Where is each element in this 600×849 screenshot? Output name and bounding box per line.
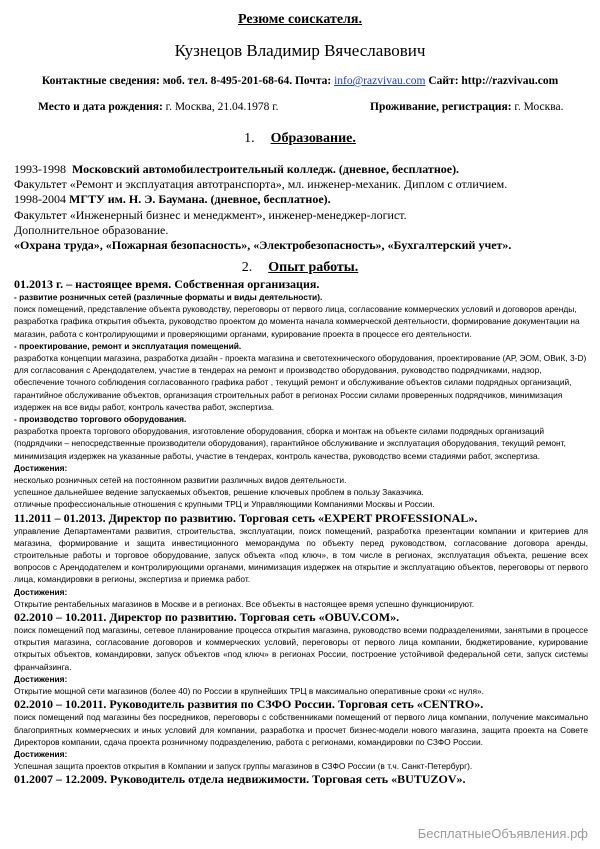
education-block <box>14 162 594 253</box>
job-1-sub-2: - проектирование, ремонт и эксплуатация помещений. <box>14 340 242 351</box>
education-number: 1. <box>244 131 255 146</box>
edu-place-2: МГТУ им. Н. Э. Баумана. (дневное, бесплатное). <box>69 192 331 207</box>
edu-line-5: Дополнительное образование. <box>14 222 169 237</box>
job-2-ach-label: Достижения: <box>14 586 68 597</box>
experience-heading <box>0 260 600 276</box>
job-1-text-1: поиск помещений, представление объекта руководству, переговоры от первого лица, согласование коммерческих условий и договоров аренды, разработка графика открытия объекта, руководство проектом до момента начала коммерческой деятельности, формирование документации на магазин, работа с контролирующими и проверяющими органами, курирование проекта в процессе его деятельности. <box>14 304 580 339</box>
job-3-ach-label: Достижения: <box>14 673 68 684</box>
job-4-ach-label: Достижения: <box>14 748 68 759</box>
birth-label: Место и дата рождения: <box>38 101 163 113</box>
job-2-text: управление Департаментами развития, строительства, эксплуатации, поиск помещений, разработка презентации компании и критериев для магазина, формирование и защита инвестиционного меморандума по объекту перед руководством, согласование договора аренды, строительные работы и торговое оборудование, запуск объекта «под ключ», в том числе в регионах, эксплуатация объекта, решение всех вопросов с Арендодателем и контролирующими органами, минимизация издержек на открытие и эксплуатацию объектов, переговоры от первого лица, командировки в регионы, экспертиза и приемка работ. <box>14 525 588 585</box>
resume-title: Резюме соискателя. <box>238 12 362 27</box>
experience-title: Опыт работы. <box>268 260 359 275</box>
job-1-text-3: разработка проекта торгового оборудования, изготовление оборудования, сборка и монтаж на объекте силами подрядных организаций (подрядчики – непосредственные производители оборудования), гарантийное обслуживание и эксплуатация оборудования, текущий ремонт, минимизация издержек на указанные работы, участие в тендерах, контроль качества, руководство всеми стадиями работ, экспертиза. <box>14 426 566 461</box>
edu-years-2: 1998-2004 <box>14 192 66 207</box>
mail-label: Почта: <box>294 75 332 87</box>
edu-courses: «Охрана труда», «Пожарная безопасность», «Электробезопасность», «Бухгалтерский учет». <box>14 238 512 253</box>
job-title-3: 02.2010 – 10.2011. Директор по развитию. Торговая сеть «OBUV.COM». <box>14 610 400 625</box>
edu-line-2: Факультет «Ремонт и эксплуатация автотранспорта», мл. инженер-механик. Диплом с отличием. <box>14 177 508 192</box>
edu-line-4: Факультет «Инженерный бизнес и менеджмент», инженер-менеджер-логист. <box>14 207 407 222</box>
job-4-ach: Успешная защита проектов открытия в Компании и запуск группы магазинов в СЗФО России (в т.ч. Санкт-Петербург). <box>14 761 473 772</box>
site-url: http://razvivau.com <box>461 75 559 87</box>
edu-line-6 <box>14 238 594 253</box>
site-label: Сайт: <box>428 75 459 87</box>
contacts-label: Контактные сведения: <box>41 75 160 87</box>
contacts-line <box>0 75 600 87</box>
job-1-ach-3: отличные профессиональные отношения с крупными ТРЦ и Управляющими Компаниями Москвы и России. <box>14 499 435 510</box>
job-title-2: 11.2011 – 01.2013. Директор по развитию. Торговая сеть «EXPERT PROFESSIONAL». <box>14 510 478 525</box>
edu-line-3 <box>14 192 594 207</box>
job-1-sub-1: - развитие розничных сетей (различные форматы и виды деятельности). <box>14 292 323 302</box>
job-1-text-2: разработка концепции магазина, разработка дизайн - проекта магазина и светотехнического оборудования, проектирование (АР, ЭОМ, ОВиК, 3-D) для согласования с Арендодателем, участие в тендерах на ремонт и производство оборудования, руководство подрядчиками, надзор, обеспечение точного соблюдения согласованного графика работ , текущий ремонт и обслуживание объектов силами подрядных организаций, гарантийное обслуживание объектов, организация строительных работ в регионах России силами проверенных подрядчиков, минимизация издержек на все виды работ, контроль качества работ, экспертиза. <box>14 353 587 412</box>
watermark: БесплатныеОбъявления.рф <box>417 826 588 841</box>
job-3-ach: Открытие мощной сети магазинов (более 40) по России в крупнейших ТРЦ в максимально оперативные сроки «с нуля». <box>14 686 484 697</box>
job-title-1: 01.2013 г. – настоящее время. Собственная организация. <box>14 277 320 291</box>
residence-label: Проживание, регистрация: <box>370 101 512 113</box>
job-title-5: 01.2007 – 12.2009. Руководитель отдела недвижимости. Торговая сеть «BUTUZOV». <box>14 772 466 787</box>
job-3-text: поиск помещений под магазины, сетевое планирование процесса открытия магазина, руководство всеми подразделениями, занятыми в процессе открытия магазина, согласование договоров и коммерческих условий, переговоры от первого лица компании, бюджетирование, курирование открытых объектов, командировки, запуск объектов «под ключ» в регионах России, построение устойчивой федеральной сети, запуск системы франчайзинга. <box>14 625 588 672</box>
job-4-text: поиск помещений под магазины без посредников, переговоры с собственниками помещений от первого лица компании, получение максимально благоприятных коммерческих и иных условий для компании, разработка и просчет бизнес-модели нового магазина, защита проекта на Совете Директоров компании, сдача проекта розничному подразделению, работа с регионами, командировки по СЗФО России. <box>14 712 588 747</box>
email-link[interactable]: info@razvivau.com <box>334 75 426 87</box>
job-1-ach-label: Достижения: <box>14 462 68 473</box>
edu-years-1: 1993-1998 <box>14 162 66 176</box>
residence-info <box>370 101 564 113</box>
job-1-sub-3: - производство торгового оборудования. <box>14 414 187 425</box>
job-2-ach: Открытие рентабельных магазинов в Москве и в регионах. Все объекты в настоящее время успешно функционируют. <box>14 598 475 609</box>
job-1-ach-1: несколько розничных сетей на постоянном развитии различных видов деятельности. <box>14 475 347 486</box>
education-title: Образование. <box>270 131 356 146</box>
job-1-ach-2: успешное дальнейшее ведение запускаемых объектов, решение ключевых проблем в пользу Заказчика. <box>14 487 424 498</box>
birth-info <box>38 101 279 113</box>
experience-number: 2. <box>241 260 253 275</box>
phone-number: моб. тел. 8-495-201-68-64. <box>162 75 293 87</box>
candidate-name: Кузнецов Владимир Вячеславович <box>174 41 426 60</box>
edu-line-1 <box>14 162 594 177</box>
job-title-4: 02.2010 – 10.2011. Руководитель развития по СЗФО России. Торговая сеть «CENTRO». <box>14 697 484 712</box>
education-heading <box>0 131 600 147</box>
residence-value: г. Москва. <box>514 101 564 113</box>
experience-block <box>14 277 588 786</box>
edu-place-1: Московский автомобилестроительный колледж. (дневное, бесплатное). <box>72 162 460 176</box>
birth-value: г. Москва, 21.04.1978 г. <box>165 101 279 113</box>
